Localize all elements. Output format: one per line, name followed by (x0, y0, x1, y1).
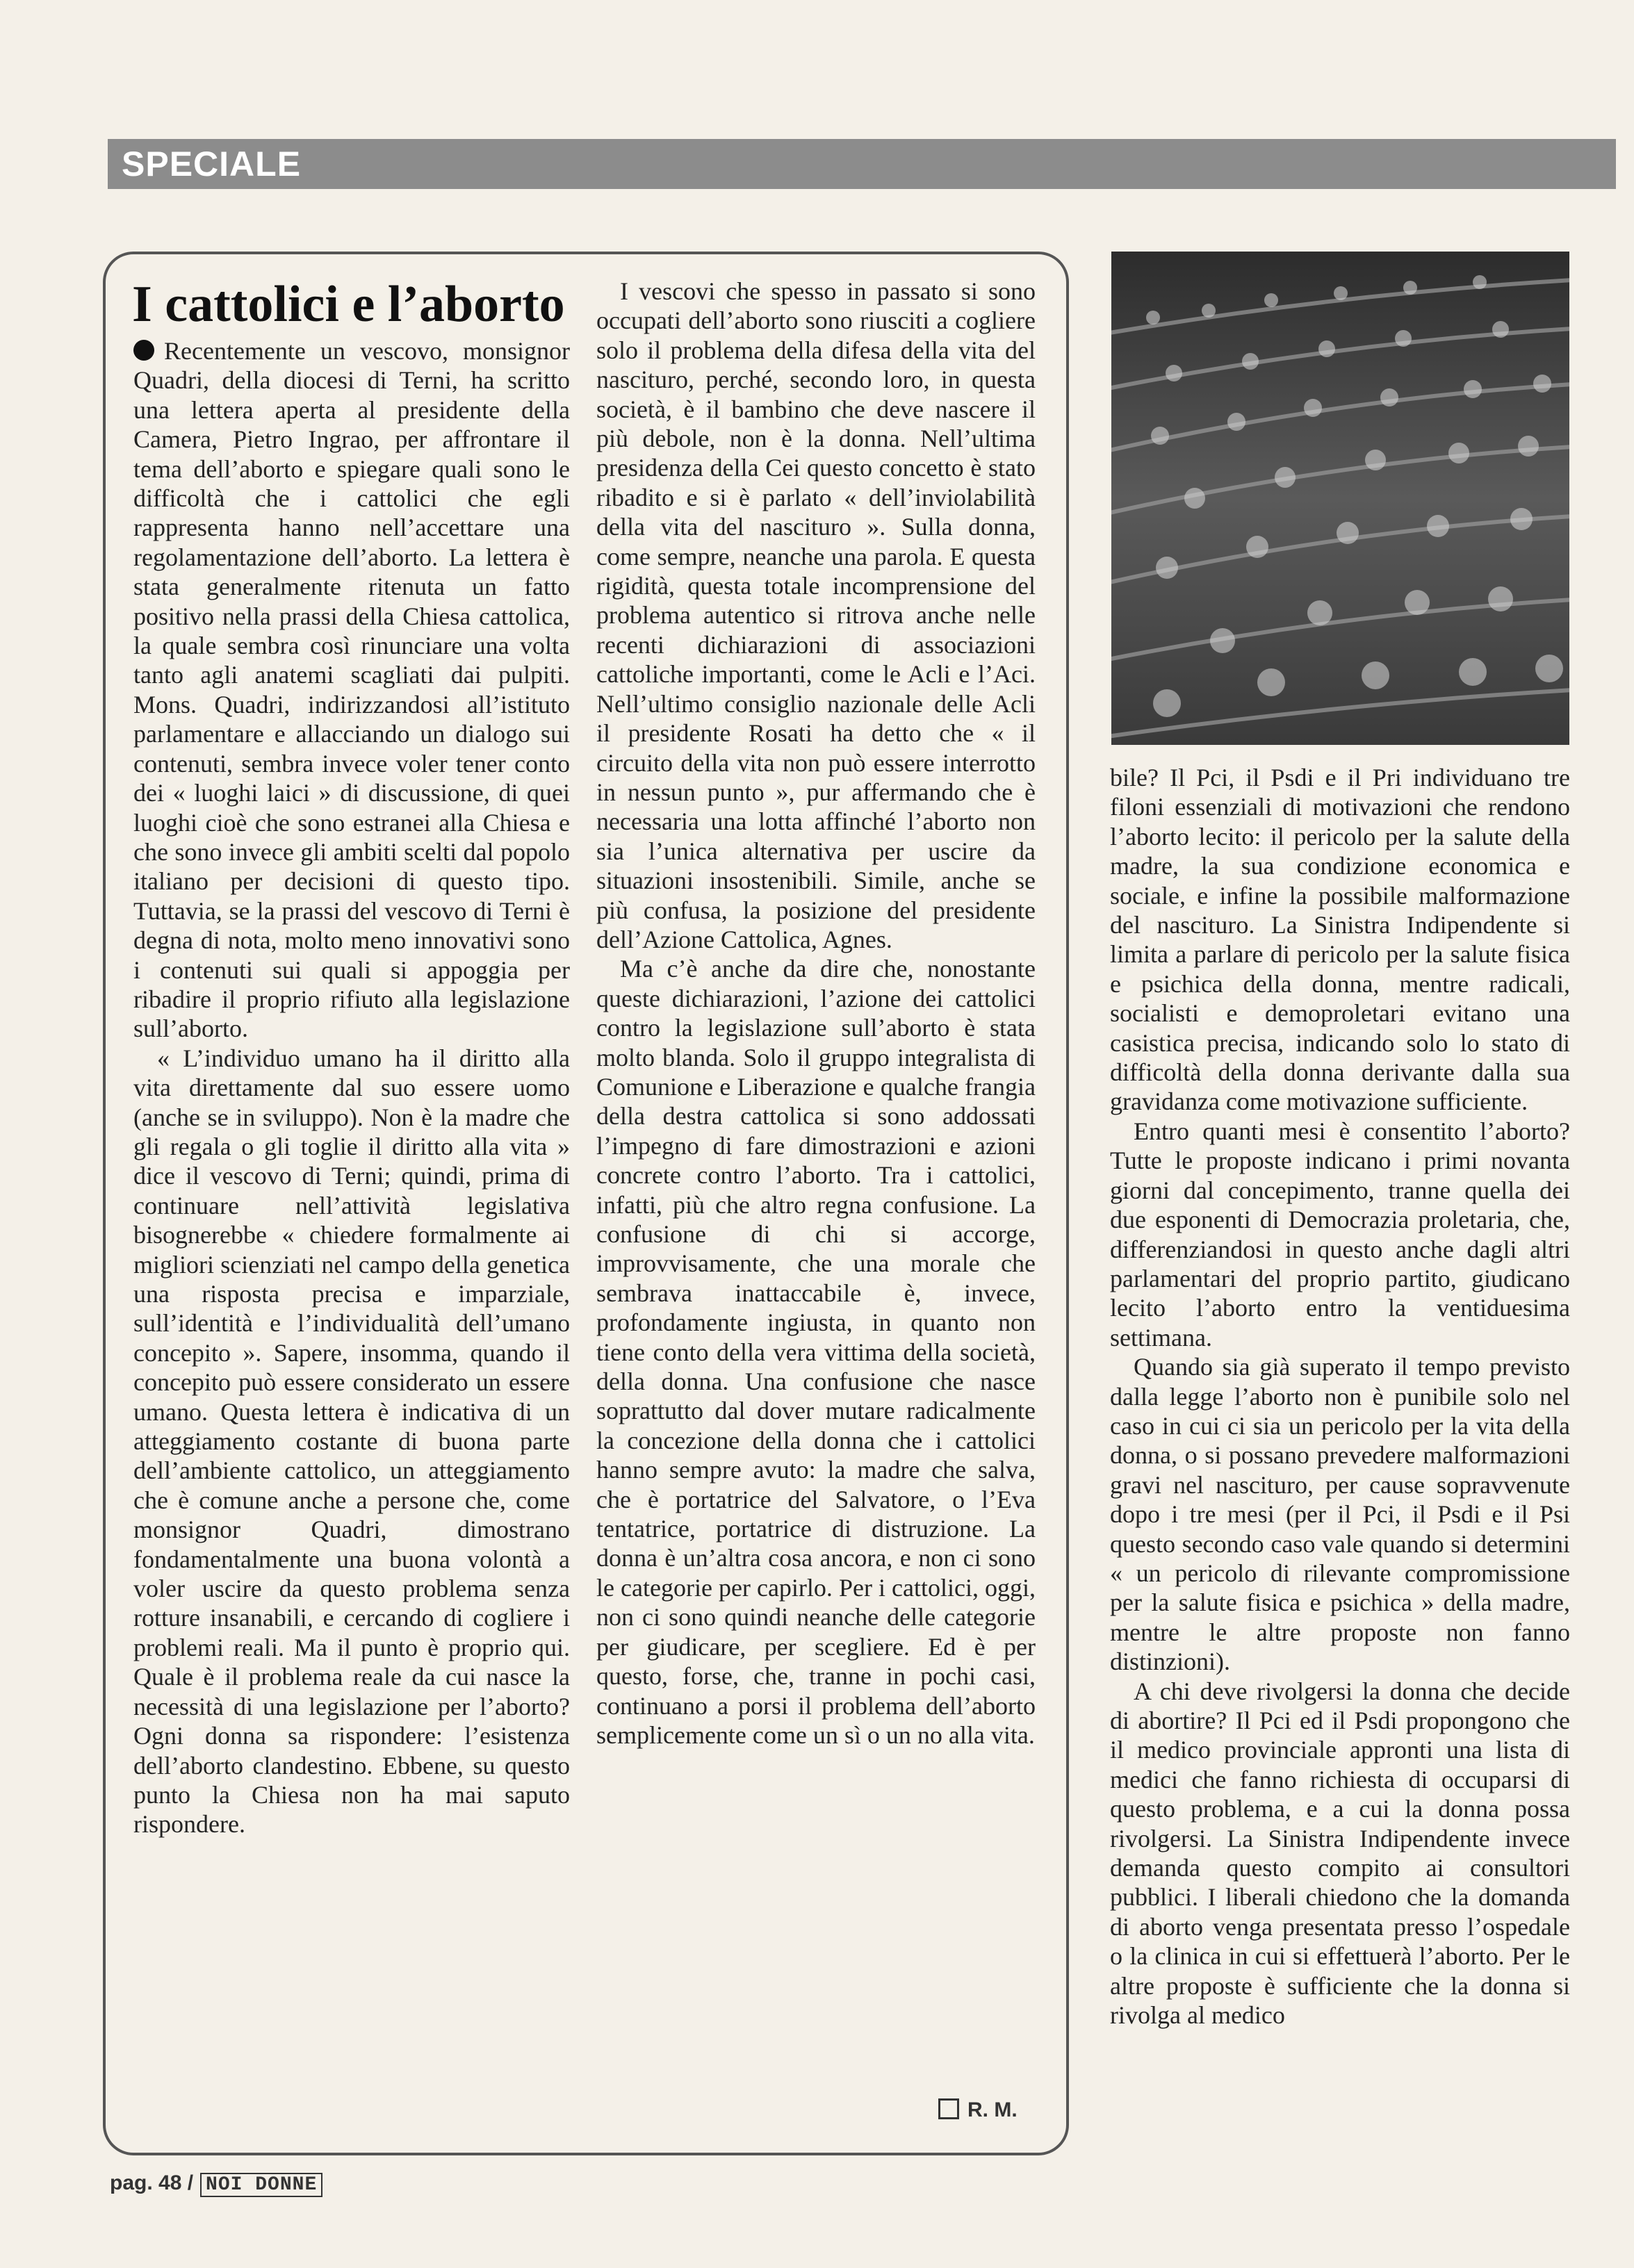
article-signature: R. M. (938, 2098, 1018, 2122)
square-icon (938, 2098, 959, 2119)
article-paragraph: bile? Il Pci, il Psdi e il Pri individuano tre filoni essenziali di motivazioni che rendono l’aborto lecito: il pericolo per la salute della madre, la sua condizione economica e sociale, e infine la possibile malformazione del nascituro. La Sinistra Indipendente si limita a parlare di pericolo per la salute fisica e psichica della donna, mentre radicali, socialisti e demoproletari evitano una casistica precisa, indicando solo lo stato di difficoltà della donna derivante dalla sua gravidanza come motivazione sufficiente. (1110, 764, 1570, 1116)
article-column-2 (596, 277, 1036, 1750)
article-paragraph: I vescovi che spesso in passato si sono occupati dell’aborto sono riusciti a cogliere solo il problema della difesa della vita del nascituro, perché, secondo loro, in questa società, è il bambino che deve nascere il più debole, non è la donna. Nell’ultima presidenza della Cei questo concetto è stato ribadito e si è parlato « dell’inviolabilità della vita del nascituro ». Sulla donna, come sempre, neanche una parola. E questa rigidità, questa totale incomprensione del problema autentico si ritrova anche nelle recenti dichiarazioni di associazioni cattoliche importanti, come le Acli e l’Aci. Nell’ultimo consiglio nazionale delle Acli il presidente Rosati ha detto che « il circuito della vita non può essere interrotto in nessun punto », pur affermando che è necessaria una lotta affinché l’aborto non sia l’unica alternativa per uscire da situazioni insostenibili. Simile, anche se più confusa, la posizione del presidente dell’Azione Cattolica, Agnes. (596, 277, 1036, 953)
article-title: I cattolici e l’aborto (132, 276, 565, 333)
article-column-3 (1110, 763, 1570, 2030)
bullet-icon (133, 340, 154, 361)
article-column-1 (133, 336, 570, 1839)
page-footer (110, 2171, 322, 2196)
parliament-photo-image (1111, 252, 1569, 745)
section-label: SPECIALE (108, 139, 316, 189)
page-number: pag. 48 / (110, 2171, 194, 2194)
article-paragraph: A chi deve rivolgersi la donna che decide di abortire? Il Pci ed il Psdi propongono che il medico provinciale appronti una lista di medici che fanno richiesta di occuparsi di questo problema, e a cui la donna possa rivolgersi. La Sinistra Indipendente invece demanda questo compito ai consultori pubblici. I liberali chiedono che la domanda di aborto venga presentata presso l’ospedale o la clinica in cui si effettuerà l’aborto. Per le altre proposte è sufficiente che la donna si rivolga al medico (1110, 1677, 1570, 2030)
article-paragraph: Ma c’è anche da dire che, nonostante queste dichiarazioni, l’azione dei cattolici contro la legislazione sull’aborto è stata molto blanda. Solo il gruppo integralista di Comunione e Liberazione e qualche frangia della destra cattolica si sono addossati l’impegno di fare dimostrazioni e azioni concrete contro l’aborto. Tra i cattolici, infatti, più che altro regna confusione. La confusione di chi si accorge, improvvisamente, che una morale che sembrava inattaccabile è, invece, profondamente ingiusta, in quanto non tiene conto della vera vittima della società, della donna. Una confusione che nasce soprattutto dal dover mutare radicalmente la concezione della donna che i cattolici hanno sempre avuto: la madre che salva, che è portatrice del Salvatore, o l’Eva tentatrice, portatrice di distruzione. La donna è un’altra cosa ancora, e non ci sono le categorie per capirlo. Per i cattolici, oggi, non ci sono quindi neanche delle categorie per giudicare, per scegliere. Ed è per questo, forse, che, tranne in pochi casi, continuano a porsi il problema dell’aborto semplicemente come un sì o un no alla vita. (596, 955, 1036, 1749)
section-header-bar (108, 139, 1616, 189)
article-paragraph: Entro quanti mesi è consentito l’aborto? Tutte le proposte indicano i primi novanta giorni dal concepimento, tranne quella dei due esponenti di Democrazia proletaria, che, differenziandosi in questo anche dagli altri parlamentari del proprio partito, giudicano lecito l’aborto entro la ventiduesima settimana. (1110, 1117, 1570, 1351)
article-paragraph: « L’individuo umano ha il diritto alla vita direttamente dal suo essere uomo (anche se in sviluppo). Non è la madre che gli regala o gli toglie il diritto alla vita » dice il vescovo di Terni; quindi, prima di continuare nell’attività legislativa bisognerebbe « chiedere formalmente ai migliori scienziati nel campo della genetica una risposta precisa e imparziale, sull’identità e l’individualità dell’umano concepito ». Sapere, insomma, quando il concepito può essere considerato un essere umano. Questa lettera è indicativa di un atteggiamento costante di buona parte dell’ambiente cattolico, un atteggiamento che è comune anche a persone che, come monsignor Quadri, dimostrano fondamentalmente una buona volontà a voler uscire da questo problema senza rotture insanabili, e cercando di cogliere i problemi reali. Ma il punto è proprio qui. Quale è il problema reale da cui nasce la necessità di una legislazione per l’aborto? Ogni donna sa rispondere: l’esistenza dell’aborto clandestino. Ebbene, su questo punto la Chiesa non ha mai saputo rispondere. (133, 1044, 570, 1839)
article-paragraph: Recentemente un vescovo, monsignor Quadri, della diocesi di Terni, ha scritto una lettera aperta al presidente della Camera, Pietro Ingrao, per affrontare il tema dell’aborto e spiegare quali sono le difficoltà che i cattolici che egli rappresenta hanno nell’accettare una regolamentazione dell’aborto. La lettera è stata generalmente ritenuta un fatto positivo nella prassi della Chiesa cattolica, la quale sembra così rinunciare una volta tanto agli anatemi scagliati dai pulpiti. Mons. Quadri, indirizzandosi all’istituto parlamentare e allacciando un dialogo sui contenuti, sembra invece voler tener conto dei « luoghi laici » di discussione, di quei luoghi cioè che sono estranei alla Chiesa e che sono invece gli ambiti scelti dal popolo italiano per decisioni di questo tipo. Tuttavia, se la prassi del vescovo di Terni è degna di nota, molto meno innovativi sono i contenuti sui quali si appoggia per ribadire il proprio rifiuto alla legislazione sull’aborto. (133, 337, 570, 1043)
article-paragraph: Quando sia già superato il tempo previsto dalla legge l’aborto non è punibile solo nel caso in cui ci sia un pericolo per la vita della donna, o si possano prevedere malformazioni gravi nel nascituro, per cause sopravvenute dopo i tre mesi (per il Pci, il Psdi e il Psi questo secondo caso vale quando si determini « un pericolo di rilevante compromissione per la salute fisica e psichica » della madre, mentre le altre proposte non fanno distinzioni). (1110, 1353, 1570, 1676)
parliament-photo (1111, 252, 1569, 745)
magazine-logo: NOI DONNE (200, 2173, 322, 2197)
